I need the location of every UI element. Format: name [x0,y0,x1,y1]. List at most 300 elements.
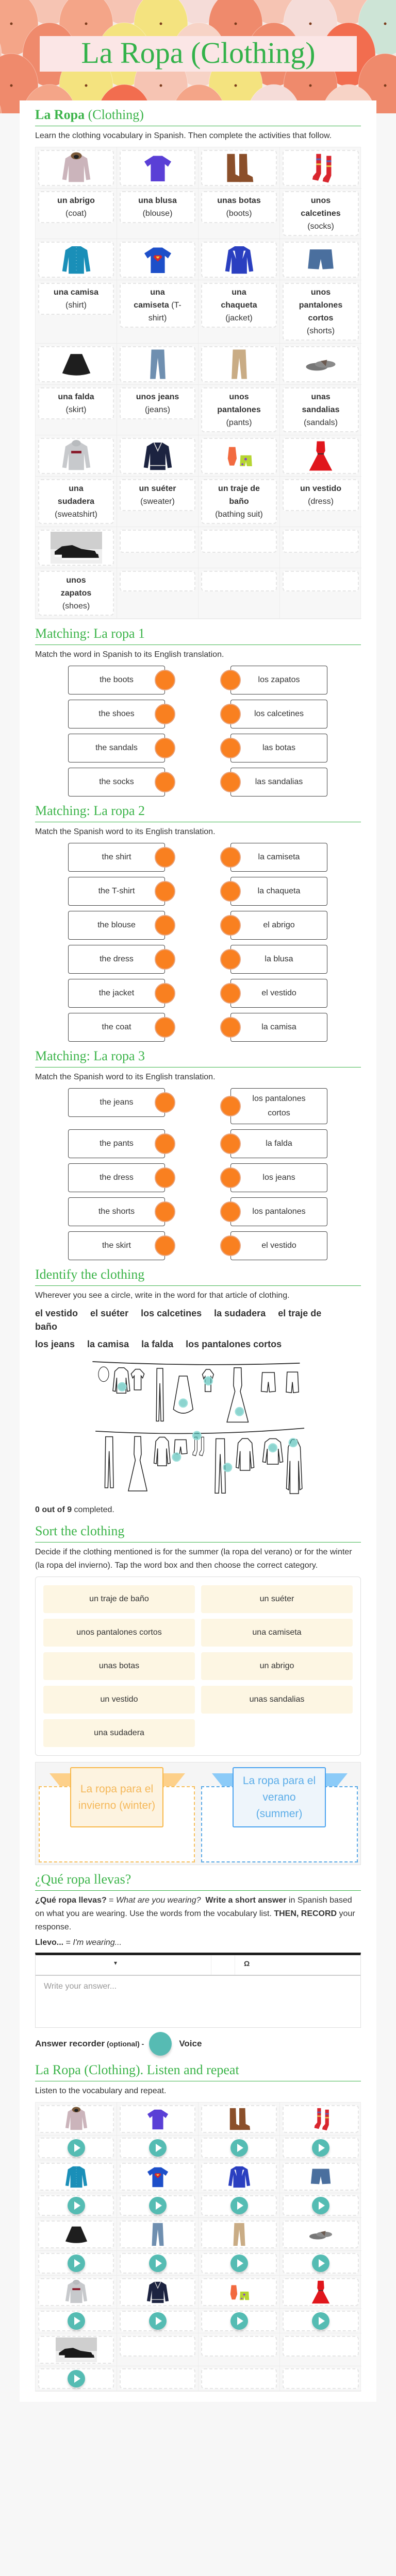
skirt-image [51,348,102,380]
audio-cell [36,2366,117,2391]
match-left-item[interactable] [68,945,165,974]
connector-dot[interactable] [220,772,241,792]
play-audio-button[interactable] [230,2139,248,2157]
match-right-text: el vestido [261,1241,296,1250]
vocab-card [283,479,359,511]
connector-dot[interactable] [155,881,175,902]
play-audio-button[interactable] [68,2139,85,2157]
connector-dot[interactable] [155,1201,175,1222]
image-card [38,2278,114,2306]
match-left-item[interactable] [68,1163,165,1192]
llevo-bold: Llevo... [35,1938,64,1947]
hotspot-marker[interactable] [172,1453,180,1461]
match-left-item[interactable] [68,1129,165,1158]
socks-image [300,2107,341,2131]
audio-card [201,2368,277,2389]
sort-word-box[interactable]: unas botas [43,1652,195,1680]
image-card [120,2163,195,2191]
match-right-text: el vestido [261,989,296,997]
image-card [283,346,359,382]
audio-card [120,2311,195,2331]
word-bank-line-1 [35,1307,344,1333]
matching-1-title: Matching: La ropa 1 [35,625,361,645]
special-characters-button[interactable]: Ω [244,1959,250,1968]
play-audio-button[interactable] [68,2312,85,2330]
question-title: ¿Qué ropa llevas? [35,1871,361,1891]
vocab-title-bold: La Ropa [35,107,85,122]
english-word: (shorts) [306,327,335,335]
pants-image [219,2222,260,2247]
hotspot-marker[interactable] [269,1444,277,1452]
connector-dot[interactable] [220,738,241,758]
play-audio-button[interactable] [312,2139,329,2157]
play-audio-button[interactable] [230,2255,248,2272]
image-card [38,150,114,186]
audio-cell [280,2136,361,2160]
image-cell [280,2160,361,2193]
recorder-optional: (optional) - [105,2040,144,2048]
match-left-text: the shirt [102,853,131,861]
image-card [120,2278,195,2306]
image-cell [36,2333,117,2366]
match-right-text: las sandalias [255,777,303,786]
record-rest: your response. [35,1909,355,1931]
play-audio-button[interactable] [312,2197,329,2214]
connector-dot[interactable] [220,1167,241,1188]
connector-dot[interactable] [220,1096,241,1116]
sort-instructions: Decide if the clothing mentioned is for the summer (la ropa del verano) or for the winter (la ropa del invierno). Tap the word box and then choose the correct category. [35,1548,352,1570]
connector-dot[interactable] [220,1133,241,1154]
image-card [38,2336,114,2364]
connector-dot[interactable] [155,1017,175,1038]
english-word: (shirt) [65,301,87,310]
play-audio-button[interactable] [68,2370,85,2387]
question-prompt [35,1894,361,1934]
match-row [68,1129,327,1158]
connector-dot[interactable] [155,1167,175,1188]
match-left-item[interactable] [68,1231,165,1260]
match-left-text: the T-shirt [98,887,135,895]
vocab-grid [35,147,361,619]
image-card [120,346,195,382]
play-audio-button[interactable] [149,2139,167,2157]
audio-cell [117,2366,199,2391]
connector-dot[interactable] [220,915,241,936]
hotspot-marker[interactable] [179,1399,187,1407]
matching-2-title: Matching: La ropa 2 [35,803,361,822]
match-right-text: la blusa [265,955,293,963]
match-row [68,945,327,974]
vocab-card [201,479,277,524]
match-left-item[interactable] [68,843,165,872]
image-card [120,2221,195,2248]
sweatshirt-image [56,2280,97,2304]
word-bank-item: el traje de baño [35,1308,322,1332]
spanish-word: una sudadera [57,484,95,506]
match-right-item[interactable] [230,979,327,1008]
image-cell [199,2218,280,2251]
connector-dot[interactable] [155,1092,175,1113]
audio-card [283,2195,359,2216]
spanish-word: una falda [58,393,94,401]
match-left-item[interactable] [68,979,165,1008]
match-right-text: los pantalones [252,1207,306,1216]
english-word: (socks) [307,222,334,231]
image-cell [36,435,117,477]
connector-dot[interactable] [155,915,175,936]
tshirt-image [132,244,184,276]
play-audio-button[interactable] [149,2255,167,2272]
image-cell [117,239,199,280]
audio-card [38,2195,114,2216]
match-row [68,1163,327,1192]
spanish-word: una blusa [138,196,177,205]
audio-cell [117,2309,199,2333]
spanish-word: unos calcetines [301,196,341,218]
label-cell [117,280,199,344]
connector-dot[interactable] [155,949,175,970]
match-right-text: la chaqueta [257,887,301,895]
audio-cell [199,2366,280,2391]
connector-dot[interactable] [220,1017,241,1038]
connector-dot[interactable] [155,847,175,868]
label-cell [280,385,361,435]
image-card [283,2163,359,2191]
vocab-card [283,191,359,236]
audio-cell [36,2309,117,2333]
shorts-image [295,244,346,276]
match-left-item[interactable] [68,768,165,796]
match-left-item[interactable] [68,877,165,906]
audio-card [201,2253,277,2274]
match-row [68,877,327,906]
label-cell [117,385,199,435]
image-cell [199,2103,280,2136]
blouse-image [132,152,184,184]
play-audio-button[interactable] [68,2255,85,2272]
connector-dot[interactable] [220,1235,241,1256]
answer-placeholder: Write your answer... [44,1982,117,1991]
match-right-item[interactable] [230,1197,327,1226]
match-right-item[interactable] [230,1129,327,1158]
audio-cell [117,2136,199,2160]
connector-dot[interactable] [220,949,241,970]
llevo-hint [35,1936,361,1950]
image-cell [280,435,361,477]
match-left-item[interactable] [68,1197,165,1226]
match-right-item[interactable] [230,734,327,762]
spanish-word: un vestido [300,484,341,493]
audio-card [283,2253,359,2274]
match-left-text: the shoes [98,709,135,718]
image-cell [117,435,199,477]
match-row [68,700,327,728]
label-cell [36,385,117,435]
swimsuit-image [219,2280,260,2304]
image-cell [117,344,199,385]
connector-dot[interactable] [155,670,175,690]
image-cell [199,239,280,280]
connector-dot[interactable] [220,1201,241,1222]
sort-word-box[interactable]: unos pantalones cortos [43,1619,195,1647]
dress-image [300,2280,341,2304]
image-card [38,438,114,474]
match-left-item[interactable] [68,700,165,728]
match-right-item[interactable] [230,666,327,694]
image-card [201,150,277,186]
audio-cell [199,2193,280,2218]
sort-word-box[interactable]: un traje de baño [43,1585,195,1613]
socks-image [295,152,346,184]
sort-word-bank [35,1577,361,1756]
play-audio-button[interactable] [312,2312,329,2330]
sort-word-box[interactable]: un abrigo [201,1652,353,1680]
match-right-item[interactable] [230,768,327,796]
english-word: (skirt) [65,405,87,414]
english-word: (sandals) [304,418,338,427]
image-card [120,530,195,553]
match-right-text: la camisa [261,1023,296,1031]
image-cell [117,147,199,189]
image-card [283,2221,359,2248]
play-audio-button[interactable] [230,2197,248,2214]
vocab-card [120,283,195,328]
image-cell [280,2276,361,2309]
play-audio-button[interactable] [312,2255,329,2272]
image-card [120,438,195,474]
label-cell [117,568,199,619]
match-row [68,979,327,1008]
image-cell [117,2103,199,2136]
hotspot-marker[interactable] [236,1408,244,1416]
image-cell [280,239,361,280]
image-cell [280,527,361,568]
connector-dot[interactable] [155,738,175,758]
image-cell [199,435,280,477]
record-button[interactable] [149,2032,172,2056]
match-right-item[interactable] [230,877,327,906]
connector-dot[interactable] [220,847,241,868]
english-word: (bathing suit) [215,510,263,519]
connector-dot[interactable] [155,1133,175,1154]
sort-word-box[interactable]: un vestido [43,1686,195,1714]
jacket-image [213,244,265,276]
sort-word-box[interactable]: una sudadera [43,1719,195,1747]
image-cell [117,2333,199,2366]
write-bold: Write a short answer [205,1896,287,1905]
match-left-item[interactable] [68,911,165,940]
image-cell [199,2276,280,2309]
image-card [201,2163,277,2191]
image-cell [36,2276,117,2309]
answer-textarea[interactable] [36,1976,360,2027]
hotspot-marker[interactable] [118,1383,126,1391]
image-card [201,2278,277,2306]
label-cell [199,189,280,239]
image-card [283,150,359,186]
label-cell [199,280,280,344]
image-cell [117,2218,199,2251]
match-right-item[interactable] [230,911,327,940]
vocab-card [201,283,277,328]
image-card [120,2336,195,2357]
hotspot-marker[interactable] [204,1377,212,1385]
shirt-image [51,244,102,276]
sort-title: Sort the clothing [35,1523,361,1543]
connector-dot[interactable] [155,1235,175,1256]
page-title: La Ropa (Clothing) [40,36,357,72]
vocab-card [120,571,195,591]
vocab-card [201,571,277,591]
match-left-item[interactable] [68,666,165,694]
vocab-card [283,571,359,591]
swimsuit-image [213,440,265,472]
audio-cell [199,2309,280,2333]
image-card [283,242,359,278]
play-audio-button[interactable] [68,2197,85,2214]
matching-2-instructions: Match the Spanish word to its English translation. [35,827,216,836]
vocab-title-rest: (Clothing) [85,107,144,122]
match-row [68,1013,327,1042]
match-right-text: los jeans [262,1173,295,1182]
write-rest: in Spanish based on what you are wearing. Use the words from the vocabulary list. [35,1896,352,1918]
match-right-text: los calcetines [254,709,304,718]
english-word: (dress) [308,497,334,506]
hotspot-marker[interactable] [224,1463,232,1471]
match-left-item[interactable] [68,1013,165,1042]
image-card [283,530,359,553]
match-right-item[interactable] [230,843,327,872]
audio-card [38,2311,114,2331]
play-audio-button[interactable] [149,2197,167,2214]
matching-2-section [35,803,361,1042]
listen-title: La Ropa (Clothing). Listen and repeat [35,2062,361,2081]
audio-cell [280,2366,361,2391]
image-cell [280,2218,361,2251]
connector-dot[interactable] [220,670,241,690]
word-bank-item: la sudadera [214,1308,266,1318]
image-cell [280,2103,361,2136]
sandals-image [295,348,346,380]
sort-word-box[interactable]: unas sandalias [201,1686,353,1714]
llevo-italic: I'm wearing... [73,1938,122,1947]
identify-progress [35,1503,361,1517]
english-word: (T-shirt) [148,301,182,323]
hotspot-marker[interactable] [193,1432,201,1440]
skirt-image [56,2222,97,2247]
spanish-word: una camisa [53,288,99,297]
connector-dot[interactable] [220,983,241,1004]
play-audio-button[interactable] [149,2312,167,2330]
spanish-word: unas botas [217,196,261,205]
audio-card [201,2138,277,2158]
audio-card [38,2138,114,2158]
image-card [283,2336,359,2357]
match-left-item[interactable] [68,1088,165,1117]
image-cell [36,344,117,385]
answer-recorder [35,2032,361,2056]
word-bank-item: el vestido [35,1308,78,1318]
image-card [38,2163,114,2191]
match-right-item[interactable] [230,945,327,974]
match-row [68,911,327,940]
matching-1-instructions: Match the word in Spanish to its English translation. [35,650,224,659]
spanish-word: un suéter [139,484,176,493]
match-left-text: the skirt [102,1241,131,1250]
jeans-image [137,2222,178,2247]
match-right-item[interactable] [230,1231,327,1260]
image-card [38,346,114,382]
image-cell [199,527,280,568]
english-word: (jacket) [225,314,253,323]
spanish-word: unos pantalones cortos [299,288,343,323]
matching-1-section [35,625,361,796]
header-banner [0,0,396,113]
image-card [201,346,277,382]
audio-cell [280,2193,361,2218]
match-right-text: la falda [266,1139,292,1148]
image-cell [280,147,361,189]
english-word: (shoes) [62,602,90,611]
audio-card [120,2138,195,2158]
audio-cell [280,2309,361,2333]
english-word: (blouse) [142,209,173,218]
match-right-item[interactable] [230,1163,327,1192]
match-left-text: the dress [100,955,134,963]
matching-3-title: Matching: La ropa 3 [35,1048,361,1067]
blouse-image [137,2107,178,2131]
match-row [68,843,327,872]
coat-image [51,152,102,184]
vocab-card [38,387,114,419]
image-cell [280,344,361,385]
matching-1-board [68,666,327,796]
word-bank-line-2 [35,1337,344,1351]
match-right-item[interactable] [230,700,327,728]
label-cell [117,477,199,527]
match-left-text: the blouse [97,921,136,929]
match-left-text: the socks [99,777,134,786]
connector-dot[interactable] [155,772,175,792]
connector-dot[interactable] [155,704,175,724]
winter-category-label[interactable]: La ropa para el invierno (winter) [70,1767,163,1827]
label-cell [280,280,361,344]
spanish-word: una chaqueta [221,288,257,310]
sandals-image [300,2222,341,2247]
match-left-item[interactable] [68,734,165,762]
recorder-voice-label: Voice [179,2039,202,2048]
play-audio-button[interactable] [230,2312,248,2330]
match-right-item[interactable] [230,1088,327,1124]
jacket-image [219,2164,260,2189]
hotspot-marker[interactable] [289,1438,298,1447]
sort-word-box[interactable]: un suéter [201,1585,353,1613]
label-cell [36,568,117,619]
sort-word-box[interactable]: una camiseta [201,1619,353,1647]
connector-dot[interactable] [220,881,241,902]
label-cell [199,477,280,527]
format-dropdown-caret-icon[interactable]: ▾ [114,1959,118,1967]
spanish-word: unos jeans [136,393,179,401]
english-word: (sweatshirt) [55,510,97,519]
connector-dot[interactable] [155,983,175,1004]
match-left-text: the sandals [95,743,138,752]
match-right-item[interactable] [230,1013,327,1042]
match-row [68,768,327,796]
summer-category-label[interactable]: La ropa para el verano (summer) [233,1767,326,1827]
boots-image [219,2107,260,2131]
connector-dot[interactable] [220,704,241,724]
